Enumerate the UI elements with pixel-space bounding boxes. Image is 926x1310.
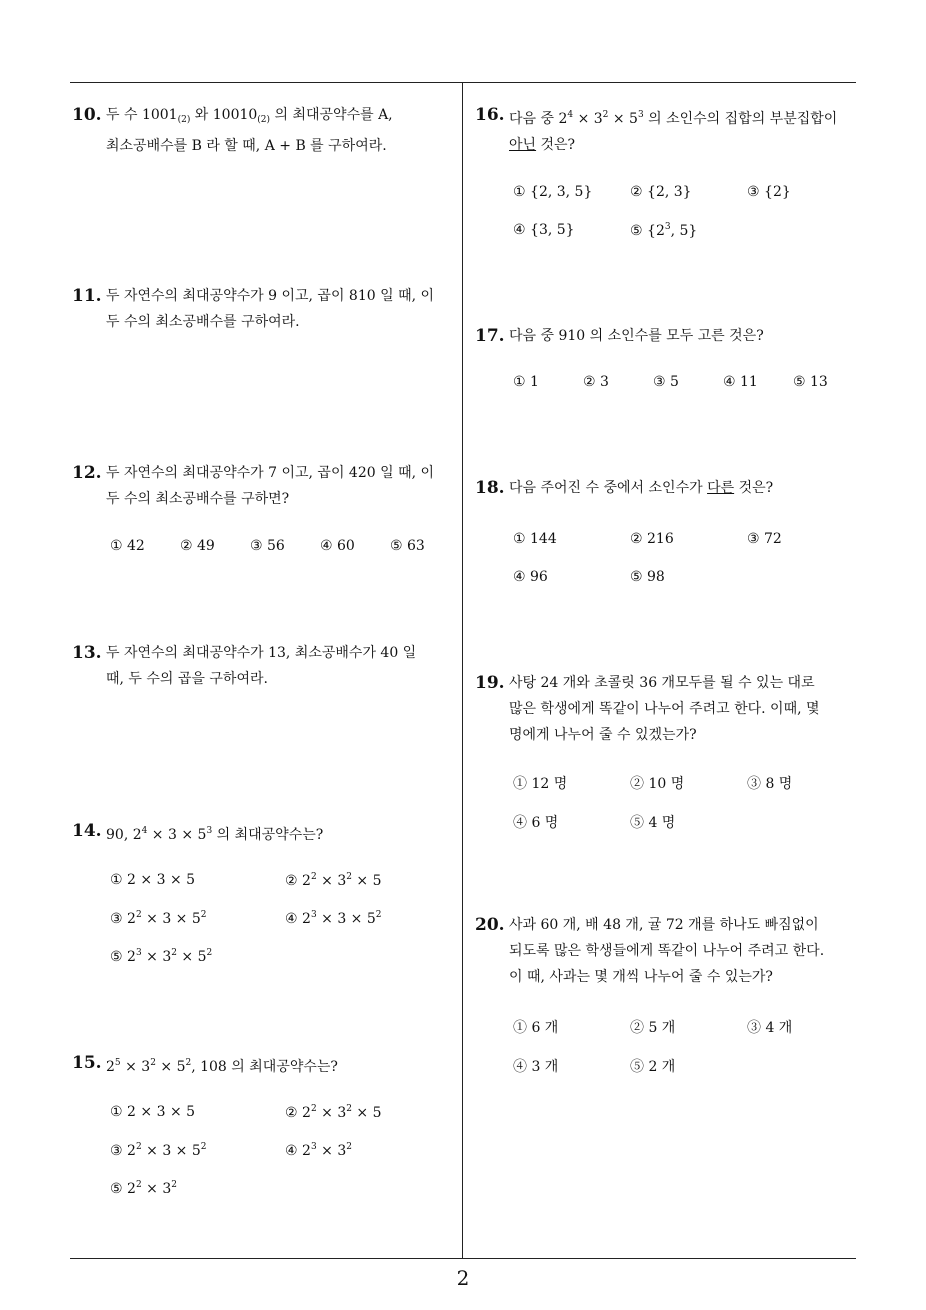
question-number: 16. [475, 105, 505, 125]
question-text: 두 자연수의 최대공약수가 9 이고, 곱이 810 일 때, 이 [106, 288, 435, 304]
option-5[interactable]: ⑤ 4 명 [630, 815, 676, 831]
option-1[interactable]: ① 1 [513, 374, 539, 390]
option-2[interactable]: ② 216 [630, 531, 674, 547]
option-5[interactable]: ⑤ $2^2 \times 3^2$ [110, 1180, 177, 1197]
question-number: 18. [475, 478, 505, 498]
question-number: 19. [475, 673, 505, 693]
bottom-rule [70, 1258, 856, 1259]
option-1[interactable]: ① 2 × 3 × 5 [110, 872, 196, 888]
option-4[interactable]: ④ $2^3 \times 3^2$ [285, 1142, 352, 1159]
question-19 [475, 670, 820, 748]
option-4[interactable]: ④ 96 [513, 569, 548, 585]
exponent: 2 [602, 110, 609, 120]
question-number: 12. [72, 463, 102, 483]
question-text: 두 자연수의 최대공약수가 13, 최소공배수가 40 일 [106, 645, 417, 661]
question-20 [475, 912, 824, 990]
option-3[interactable]: ③ $2^2 \times 3 \times 5^2$ [110, 910, 207, 927]
option-3[interactable]: ③ 8 명 [747, 776, 793, 792]
text: × 3 [120, 1059, 151, 1075]
text: 의 최대공약수를 A, [270, 107, 393, 123]
option-5[interactable]: ⑤ $2^3 \times 3^2 \times 5^2$ [110, 948, 213, 965]
option-4[interactable]: ④ 3 개 [513, 1059, 559, 1075]
question-text: 명에게 나누어 줄 수 있겠는가? [509, 727, 697, 743]
question-number: 20. [475, 915, 505, 935]
option-5[interactable]: ⑤ 13 [793, 374, 828, 390]
question-number: 11. [72, 286, 102, 306]
underlined-text: 아닌 [509, 137, 537, 153]
exponent: 4 [141, 826, 148, 836]
option-4[interactable]: ④ $2^3 \times 3 \times 5^2$ [285, 910, 382, 927]
question-16 [475, 102, 837, 158]
question-text: 사탕 24 개와 초콜릿 36 개모두를 될 수 있는 대로 [509, 675, 815, 691]
text: × 3 [573, 111, 603, 127]
top-rule [70, 82, 856, 83]
text: 것은? [734, 480, 774, 496]
option-4[interactable]: ④ 11 [723, 374, 758, 390]
question-text [106, 102, 393, 133]
option-1[interactable]: ① 6 개 [513, 1020, 559, 1036]
option-2[interactable]: ② 3 [583, 374, 609, 390]
option-3[interactable]: ③ 56 [250, 538, 285, 554]
option-1[interactable]: ① 12 명 [513, 776, 568, 792]
question-text: 이 때, 사과는 몇 개씩 나누어 줄 수 있는가? [509, 969, 773, 985]
question-11 [72, 283, 434, 335]
option-3[interactable]: ③ 72 [747, 531, 782, 547]
option-4[interactable]: ④ 6 명 [513, 815, 559, 831]
option-1[interactable]: ① 144 [513, 531, 557, 547]
question-text: 두 자연수의 최대공약수가 7 이고, 곱이 420 일 때, 이 [106, 465, 435, 481]
text: × 5 [155, 1059, 186, 1075]
question-14 [72, 818, 323, 848]
question-text: 두 수의 최소공배수를 구하여라. [106, 314, 300, 330]
exponent: 2 [185, 1058, 192, 1068]
question-number: 17. [475, 326, 505, 346]
option-5[interactable]: ⑤ 98 [630, 569, 665, 585]
question-number: 13. [72, 643, 102, 663]
question-17 [475, 323, 764, 349]
column-divider [462, 82, 463, 1258]
page-number: 2 [456, 1266, 470, 1290]
question-text: 사과 60 개, 배 48 개, 귤 72 개를 하나도 빠짐없이 [509, 917, 819, 933]
question-text [509, 475, 773, 501]
option-2[interactable]: ② 49 [180, 538, 215, 554]
question-18 [475, 475, 773, 501]
question-12 [72, 460, 434, 512]
text: 다음 주어진 수 중에서 소인수가 [509, 480, 708, 496]
exponent: 3 [637, 110, 644, 120]
underlined-text: 다른 [707, 480, 735, 496]
text: , 108 의 최대공약수는? [191, 1059, 338, 1075]
option-1[interactable]: ① {2, 3, 5} [513, 184, 593, 200]
option-4[interactable]: ④ 60 [320, 538, 355, 554]
text: × 5 [608, 111, 638, 127]
option-5[interactable]: ⑤ 63 [390, 538, 425, 554]
exponent: 2 [150, 1058, 156, 1068]
option-2[interactable]: ② $2^2 \times 3^2 \times 5$ [285, 872, 382, 889]
question-text: 많은 학생에게 똑같이 나누어 주려고 한다. 이때, 몇 [509, 701, 820, 717]
question-text [106, 818, 323, 848]
option-4[interactable]: ④ {3, 5} [513, 222, 575, 238]
text: 2 [106, 1059, 115, 1075]
question-number: 14. [72, 821, 102, 841]
question-13 [72, 640, 416, 692]
subscript: (2) [257, 115, 271, 125]
option-1[interactable]: ① 2 × 3 × 5 [110, 1104, 196, 1120]
question-text [106, 1050, 338, 1080]
option-2[interactable]: ② $2^2 \times 3^2 \times 5$ [285, 1104, 382, 1121]
question-number: 10. [72, 105, 102, 125]
option-5[interactable]: ⑤ {$2^3$, 5} [630, 222, 698, 239]
option-5[interactable]: ⑤ 2 개 [630, 1059, 676, 1075]
text: 것은? [536, 137, 576, 153]
option-3[interactable]: ③ {2} [747, 184, 791, 200]
question-text: 다음 중 910 의 소인수를 모두 고른 것은? [509, 328, 764, 344]
exponent: 3 [206, 826, 213, 836]
exponent: 5 [114, 1058, 121, 1068]
option-2[interactable]: ② {2, 3} [630, 184, 692, 200]
question-10 [72, 102, 393, 159]
option-3[interactable]: ③ 4 개 [747, 1020, 793, 1036]
question-text: 최소공배수를 B 라 할 때, A + B 를 구하여라. [106, 138, 387, 154]
question-text: 되도록 많은 학생들에게 똑같이 나누어 주려고 한다. [509, 943, 825, 959]
question-15 [72, 1050, 338, 1080]
option-2[interactable]: ② 5 개 [630, 1020, 676, 1036]
text: 의 최대공약수는? [212, 827, 324, 843]
option-3[interactable]: ③ $2^2 \times 3 \times 5^2$ [110, 1142, 207, 1159]
option-3[interactable]: ③ 5 [653, 374, 679, 390]
option-1[interactable]: ① 42 [110, 538, 145, 554]
text: 두 수 1001 [106, 107, 178, 123]
question-text [509, 132, 837, 158]
question-text: 두 수의 최소공배수를 구하면? [106, 491, 290, 507]
question-text: 때, 두 수의 곱을 구하여라. [106, 671, 268, 687]
text: × 3 × 5 [147, 827, 207, 843]
option-2[interactable]: ② 10 명 [630, 776, 685, 792]
exponent: 4 [567, 110, 574, 120]
text: 다음 중 2 [509, 111, 568, 127]
question-text [509, 102, 837, 132]
text: 와 10010 [190, 107, 258, 123]
question-number: 15. [72, 1053, 102, 1073]
text: 의 소인수의 집합의 부분집합이 [643, 111, 838, 127]
subscript: (2) [177, 115, 191, 125]
text: 90, 2 [106, 827, 142, 843]
